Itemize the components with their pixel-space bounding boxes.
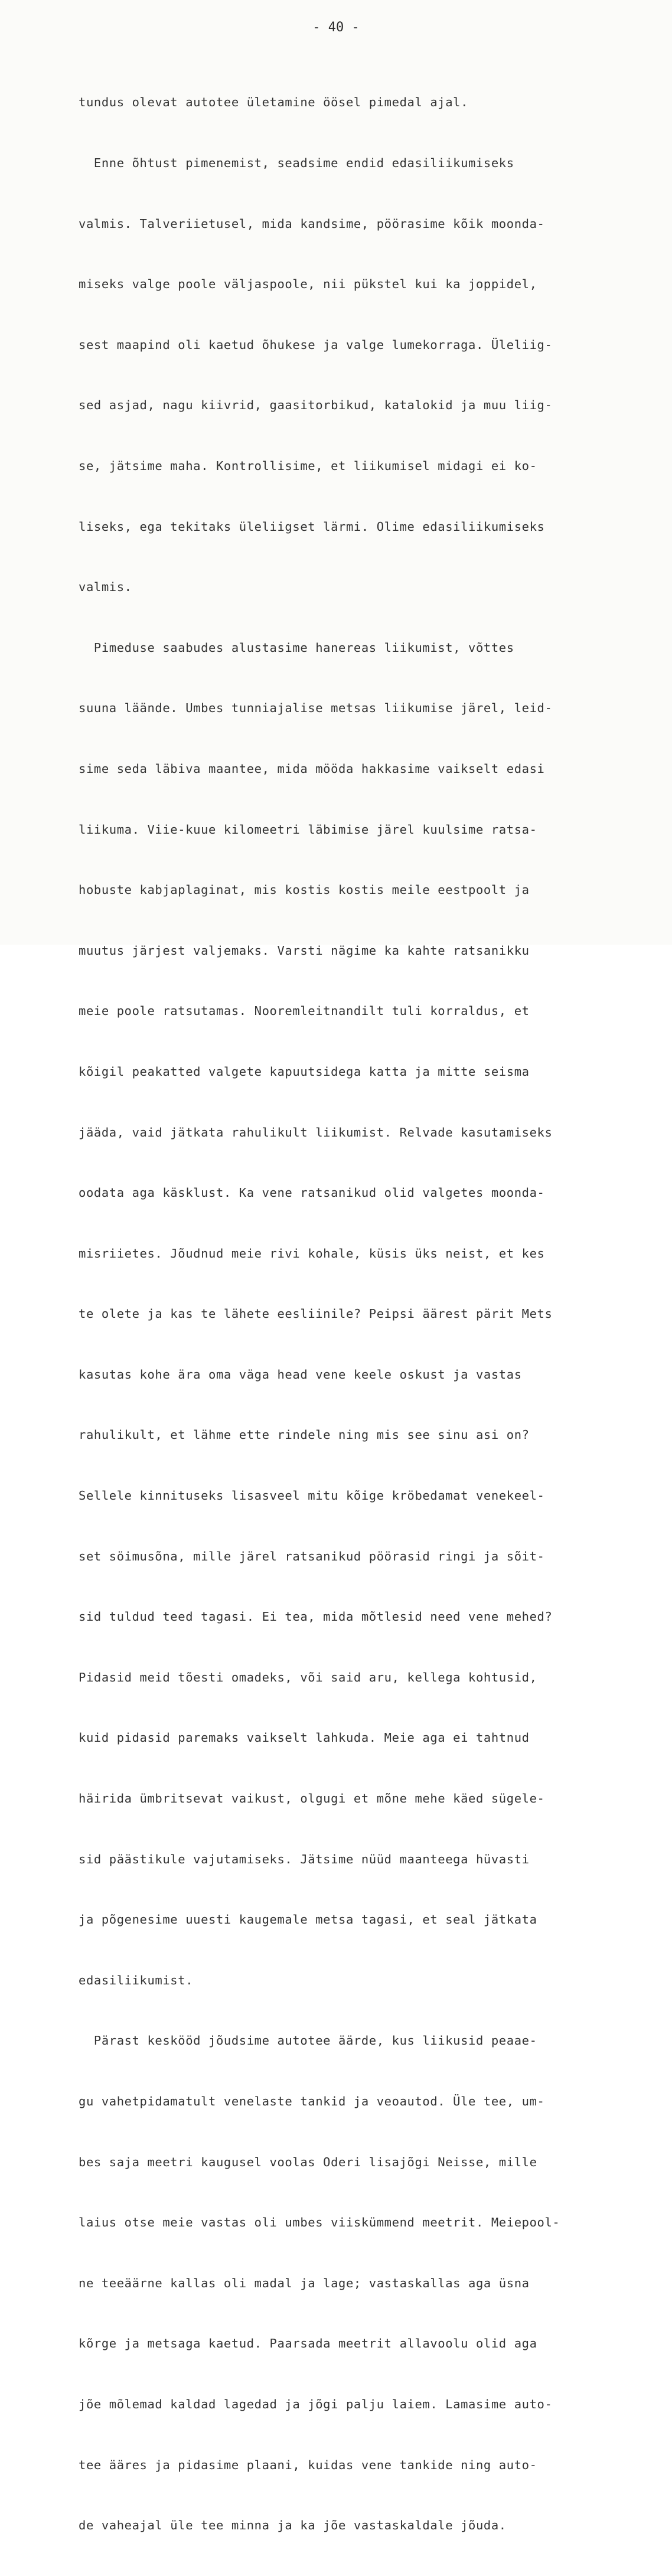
text-line: sime seda läbiva maantee, mida mööda hakkasime vaikselt edasi: [79, 761, 545, 776]
text-line: sid tuldud teed tagasi. Ei tea, mida mõtlesid need vene mehed?: [79, 1609, 553, 1624]
text-line: Pidasid meid tõesti omadeks, või said aru, kellega kohtusid,: [79, 1670, 537, 1684]
text-line: ja põgenesime uuesti kaugemale metsa tagasi, et seal jätkata: [79, 1912, 537, 1927]
text-line: sest maapind oli kaetud õhukese ja valge lumekorraga. Üleliig-: [79, 337, 553, 352]
text-line: valmis. Talveriietusel, mida kandsime, pöörasime kõik moondа-: [79, 216, 545, 231]
text-line: jõe mõlemad kaldad lagedad ja jõgi palju laiem. Lamasime auto-: [79, 2397, 553, 2411]
text-line: set söimusõna, mille järel ratsanikud pöörasid ringi ja sõit-: [79, 1549, 545, 1563]
text-line: sed asjad, nagu kiivrid, gaasitorbikud, katalokid ja muu liig-: [79, 398, 553, 413]
text-line: kõrge ja metsaga kaetud. Paarsada meetrit allavoolu olid aga: [79, 2336, 537, 2351]
text-line: oodata aga käsklust. Ka vene ratsanikud olid valgetes moonda-: [79, 1186, 545, 1200]
text-line: miseks valge poole väljaspoole, nii pükstel kui ka joppidel,: [79, 277, 537, 292]
text-line: rahulikult, et lähme ette rindele ning mis see sinu asi on?: [79, 1428, 530, 1442]
text-line: kuid pidasid paremaks vaikselt lahkuda. Meie aga ei tahtnud: [79, 1731, 530, 1745]
text-line: sid päästikule vajutamiseks. Jätsime nüüd maanteega hüvasti: [79, 1852, 530, 1866]
text-line: misriietes. Jõudnud meie rivi kohale, küsis üks neist, et kes: [79, 1246, 545, 1261]
text-line: se, jätsime maha. Kontrollisime, et liikumisel midagi ei ko-: [79, 458, 537, 473]
text-line: laius otse meie vastas oli umbes viiskümmend meetrit. Meiepool-: [79, 2215, 560, 2230]
text-line: valmis.: [79, 580, 132, 595]
text-line: gu vahetpidamatult venelaste tankid ja veoautod. Üle tee, um-: [79, 2094, 545, 2108]
text-line: liikuma. Viie-kuue kilomeetri läbimise järel kuulsime ratsa-: [79, 822, 537, 837]
text-line: Enne õhtust pimenemist, seadsime endid edasiliikumiseks: [79, 156, 514, 170]
text-line: bes saja meetri kaugusel voolas Oderi lisajõgi Neisse, mille: [79, 2154, 537, 2169]
text-line: de vaheajal üle tee minna ja ka jõe vastaskaldale jõuda.: [79, 2518, 507, 2533]
text-line: edasiliikumist.: [79, 1973, 194, 1987]
text-line: jääda, vaid jätkata rahulikult liikumist. Relvade kasutamiseks: [79, 1125, 553, 1140]
text-line: hobuste kabjaplaginat, mis kostis kostis meile eestpoolt ja: [79, 883, 530, 897]
text-line: kasutas kohe ära oma väga head vene keele oskust ja vastas: [79, 1367, 522, 1382]
text-line: te olete ja kas te lähete eesliinile? Peipsi äärest pärit Mets: [79, 1307, 553, 1321]
text-line: meie poole ratsutamas. Nooremleitnandilt tuli korraldus, et: [79, 1004, 530, 1018]
text-line: tundus olevat autotee ületamine öösel pimedal ajal.: [79, 95, 469, 110]
text-line: tee ääres ja pidasime plaani, kuidas vene tankide ning auto-: [79, 2457, 537, 2472]
text-line: suuna läände. Umbes tunniajalise metsas liikumise järel, leid-: [79, 701, 553, 716]
body-text: [79, 52, 610, 2576]
text-line: liseks, ega tekitaks üleliigset lärmi. Olime edasiliikumiseks: [79, 519, 545, 534]
text-line: muutus järjest valjemaks. Varsti nägime ka kahte ratsanikku: [79, 943, 530, 958]
page-number: - 40 -: [312, 20, 360, 35]
text-line: ne teeäärne kallas oli madal ja lage; vastaskallas aga üsna: [79, 2275, 530, 2290]
text-line: häirida ümbritsevat vaikust, olgugi et mõne mehe käed sügele-: [79, 1791, 545, 1806]
text-line: Pimeduse saabudes alustasime hanereas liikumist, võttes: [79, 640, 514, 655]
text-line: kõigil peakatted valgete kapuutsidega katta ja mitte seisma: [79, 1064, 530, 1079]
text-line: Pärast keskööd jõudsime autotee äärde, kus liikusid peaae-: [79, 2033, 537, 2048]
text-line: Sellele kinnituseks lisasveel mitu kõige kröbedamat venekeel-: [79, 1488, 545, 1503]
